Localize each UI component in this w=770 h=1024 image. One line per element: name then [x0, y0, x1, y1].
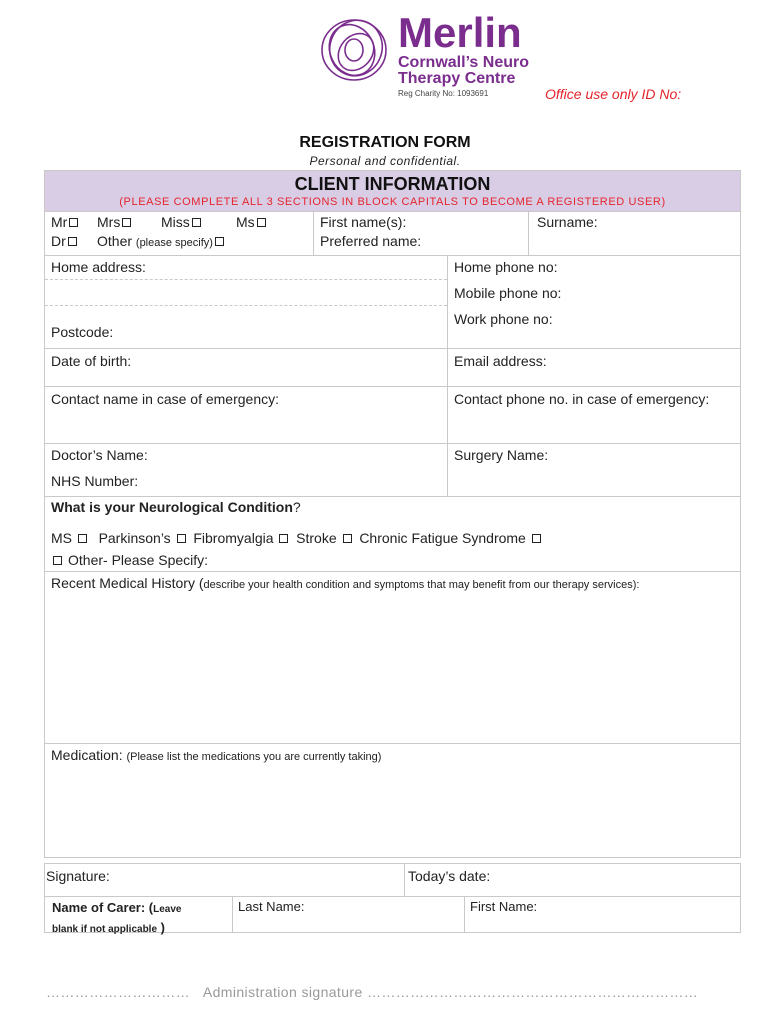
checkbox-icon[interactable]: [279, 534, 288, 543]
home-address-label: Home address:: [51, 259, 146, 275]
title-mr-label: Mr: [51, 214, 68, 230]
divider: [45, 279, 447, 280]
divider: [45, 255, 740, 256]
client-info-instruction: (PLEASE COMPLETE ALL 3 SECTIONS IN BLOCK CAPITALS TO BECOME A REGISTERED USER): [119, 196, 666, 208]
admin-signature-line: [46, 984, 698, 1000]
checkbox-icon[interactable]: [177, 534, 186, 543]
divider: [45, 305, 447, 306]
logo-circles-icon: [318, 12, 390, 84]
preferred-name-label: Preferred name:: [320, 233, 422, 249]
medical-history-field[interactable]: [46, 595, 738, 741]
form-subtitle: Personal and confidential.: [309, 154, 461, 168]
condition-ms[interactable]: [51, 530, 87, 546]
title-mrs[interactable]: [97, 214, 131, 230]
brand-name: Merlin: [398, 9, 522, 56]
condition-stroke-label: Stroke: [296, 530, 337, 546]
neuro-question: [51, 499, 301, 515]
office-use-label: Office use only ID No:: [545, 86, 682, 102]
checkbox-icon[interactable]: [215, 237, 224, 246]
carer-blank-note: blank if not applicable: [52, 924, 158, 935]
divider: [404, 863, 405, 896]
medical-history-note: describe your health condition and symptoms that may benefit from our therapy services):: [203, 579, 640, 591]
condition-parkinsons-label: Parkinson’s: [98, 530, 171, 546]
charity-number: Reg Charity No: 1093691: [398, 89, 489, 98]
postcode-label: Postcode:: [51, 324, 114, 340]
checkbox-icon[interactable]: [53, 556, 62, 565]
first-names-label: First name(s):: [320, 214, 407, 230]
title-other[interactable]: [97, 233, 224, 251]
checkbox-icon[interactable]: [532, 534, 541, 543]
condition-cfs-label: Chronic Fatigue Syndrome: [359, 530, 526, 546]
divider: [232, 896, 233, 933]
email-label: Email address:: [454, 353, 547, 369]
brand-subtitle-2: Therapy Centre: [398, 70, 516, 87]
surgery-label: Surgery Name:: [454, 447, 549, 463]
checkbox-icon[interactable]: [78, 534, 87, 543]
condition-parkinsons[interactable]: [99, 530, 186, 546]
title-dr[interactable]: [51, 233, 77, 249]
carer-last-name-label: Last Name:: [238, 899, 305, 914]
medical-history-label: Recent Medical History (: [51, 575, 204, 591]
title-miss-label: Miss: [161, 214, 190, 230]
surname-label: Surname:: [537, 214, 598, 230]
divider: [45, 348, 740, 349]
admin-dots-left: …………………………: [46, 984, 190, 1000]
brand-subtitle-1: Cornwall’s Neuro: [398, 54, 529, 71]
medication-label: Medication:: [51, 747, 127, 763]
neuro-question-text: What is your Neurological Condition: [51, 499, 293, 515]
divider: [447, 255, 448, 496]
mobile-phone-label: Mobile phone no:: [454, 285, 562, 301]
divider: [45, 211, 740, 212]
medication-field[interactable]: [46, 767, 738, 856]
admin-dots-right: ……………………………………………………………: [366, 984, 699, 1000]
divider: [45, 743, 740, 744]
divider: [464, 896, 465, 933]
title-mrs-label: Mrs: [97, 214, 121, 230]
divider: [45, 443, 740, 444]
divider: [45, 896, 740, 897]
todays-date-label: Today’s date:: [408, 868, 491, 884]
carer-leave-note: Leave: [153, 904, 182, 915]
divider: [45, 496, 740, 497]
medication: [51, 747, 381, 765]
title-miss[interactable]: [161, 214, 201, 230]
condition-ms-label: MS: [51, 530, 72, 546]
checkbox-icon[interactable]: [122, 218, 131, 227]
divider: [313, 211, 314, 255]
title-mr[interactable]: [51, 214, 78, 230]
checkbox-icon[interactable]: [69, 218, 78, 227]
carer-close: ): [160, 920, 165, 935]
doctor-label: Doctor’s Name:: [51, 447, 148, 463]
condition-stroke[interactable]: [296, 530, 351, 546]
carer-label: [52, 899, 182, 939]
title-dr-label: Dr: [51, 233, 66, 249]
title-other-label: Other: [97, 233, 133, 249]
client-info-heading: CLIENT INFORMATION: [294, 174, 491, 194]
carer-first-name-label: First Name:: [470, 899, 538, 914]
admin-signature-label: Administration signature: [202, 984, 363, 1000]
divider: [45, 386, 740, 387]
logo: [318, 9, 538, 102]
title-ms[interactable]: [236, 214, 266, 230]
divider: [528, 211, 529, 255]
nhs-label: NHS Number:: [51, 473, 139, 489]
emergency-name-label: Contact name in case of emergency:: [51, 391, 280, 407]
checkbox-icon[interactable]: [68, 237, 77, 246]
condition-fibromyalgia[interactable]: [193, 530, 288, 546]
condition-other-label: Other- Please Specify:: [68, 552, 209, 568]
checkbox-icon[interactable]: [192, 218, 201, 227]
form-title: REGISTRATION FORM: [299, 134, 471, 151]
home-phone-label: Home phone no:: [454, 259, 558, 275]
condition-fibro-label: Fibromyalgia: [193, 530, 274, 546]
condition-other[interactable]: [53, 552, 208, 568]
condition-cfs[interactable]: [359, 530, 540, 546]
medication-note: (Please list the medications you are currently taking): [126, 751, 382, 763]
divider: [45, 571, 740, 572]
medical-history: [51, 575, 639, 593]
work-phone-label: Work phone no:: [454, 311, 553, 327]
title-other-note: (please specify): [135, 237, 213, 249]
checkbox-icon[interactable]: [343, 534, 352, 543]
neuro-question-mark: ?: [292, 499, 301, 515]
carer-label-text: Name of Carer: (: [52, 900, 154, 915]
emergency-phone-label: Contact phone no. in case of emergency:: [454, 391, 710, 407]
dob-label: Date of birth:: [51, 353, 132, 369]
title-ms-label: Ms: [236, 214, 255, 230]
checkbox-icon[interactable]: [257, 218, 266, 227]
signature-label: Signature:: [46, 868, 110, 884]
condition-options: [51, 530, 541, 546]
